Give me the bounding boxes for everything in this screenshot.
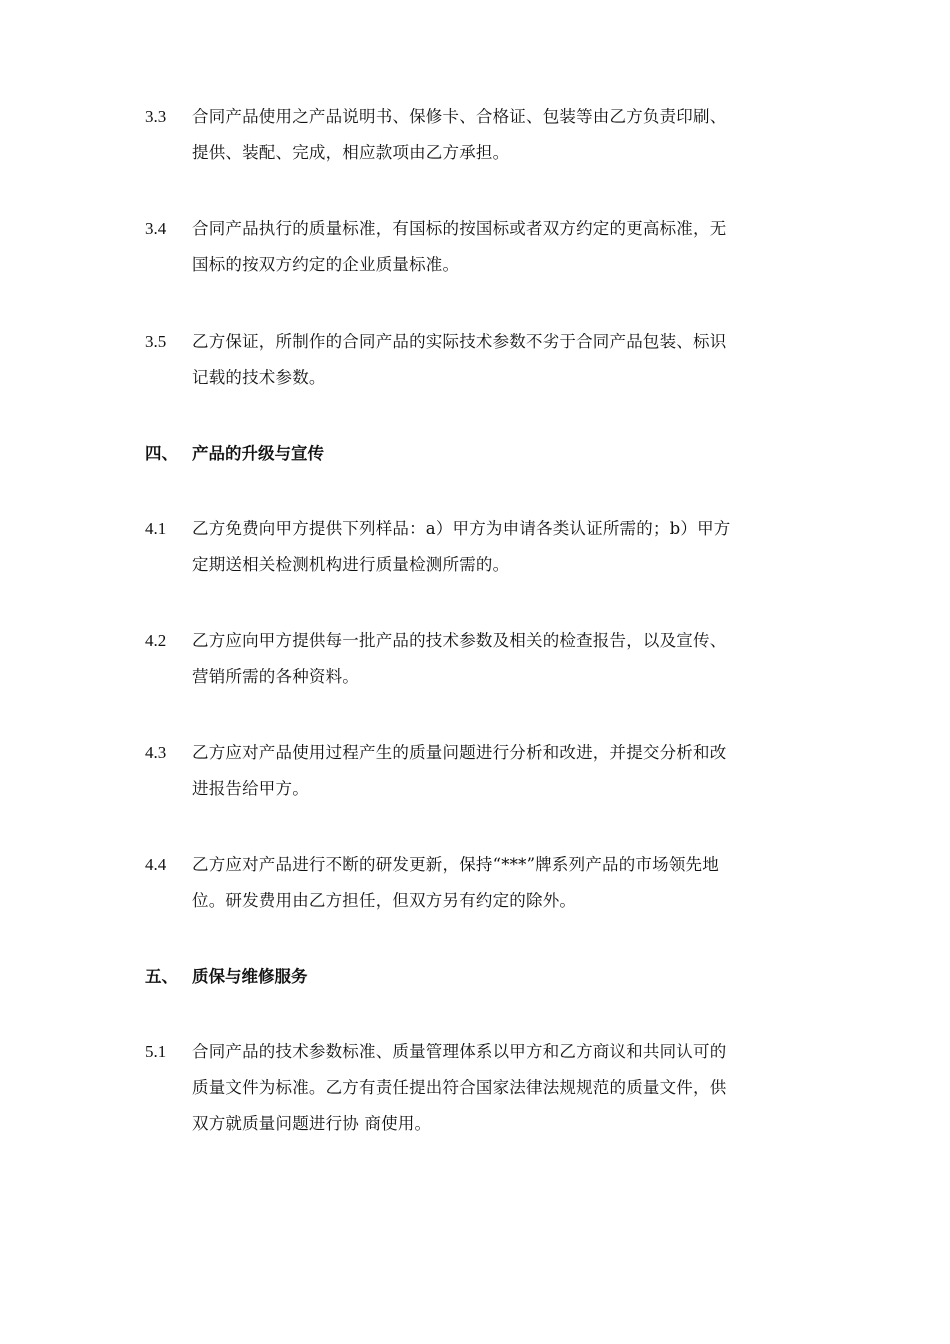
clause-3-5 xyxy=(145,324,825,396)
clause-number: 4.3 xyxy=(145,743,167,762)
clause-number: 3.4 xyxy=(145,219,167,238)
clause-line: 国标的按双方约定的企业质量标准。 xyxy=(192,255,460,274)
clause-line: 乙方应向甲方提供每一批产品的技术参数及相关的检查报告，以及宣传、 xyxy=(192,631,727,650)
clause-text xyxy=(192,847,825,919)
section-title: 质保与维修服务 xyxy=(192,967,308,986)
clause-line: 位。研发费用由乙方担任，但双方另有约定的除外。 xyxy=(192,891,577,910)
clause-number: 3.5 xyxy=(145,332,167,351)
clause-line: 营销所需的各种资料。 xyxy=(192,667,359,686)
section-heading-4 xyxy=(145,436,324,472)
clause-text xyxy=(192,735,825,807)
clause-line: 提供、装配、完成，相应款项由乙方承担。 xyxy=(192,143,510,162)
clause-line: 乙方保证，所制作的合同产品的实际技术参数不劣于合同产品包装、标识 xyxy=(192,332,727,351)
clause-line: 乙方免费向甲方提供下列样品：a）甲方为申请各类认证所需的；b）甲方 xyxy=(192,519,731,538)
section-heading-5 xyxy=(145,959,308,995)
clause-text xyxy=(192,1034,825,1142)
clause-line: 双方就质量问题进行协 商使用。 xyxy=(192,1114,432,1133)
clause-number: 4.2 xyxy=(145,631,167,650)
clause-4-2 xyxy=(145,623,825,695)
clause-text xyxy=(192,324,825,396)
clause-number: 4.1 xyxy=(145,519,167,538)
clause-text xyxy=(192,623,825,695)
section-number: 五、 xyxy=(145,967,178,986)
clause-number: 3.3 xyxy=(145,107,167,126)
clause-number: 4.4 xyxy=(145,855,167,874)
clause-line: 记载的技术参数。 xyxy=(192,368,326,387)
clause-4-4 xyxy=(145,847,825,919)
clause-line: 乙方应对产品进行不断的研发更新，保持“***”牌系列产品的市场领先地 xyxy=(192,855,719,874)
clause-line: 质量文件为标准。乙方有责任提出符合国家法律法规规范的质量文件，供 xyxy=(192,1078,727,1097)
clause-line: 乙方应对产品使用过程产生的质量问题进行分析和改进，并提交分析和改 xyxy=(192,743,727,762)
clause-text xyxy=(192,211,825,283)
clause-line: 合同产品的技术参数标准、质量管理体系以甲方和乙方商议和共同认可的 xyxy=(192,1042,727,1061)
clause-3-3 xyxy=(145,99,825,171)
section-number: 四、 xyxy=(145,444,178,463)
clause-line: 定期送相关检测机构进行质量检测所需的。 xyxy=(192,555,510,574)
clause-line: 合同产品执行的质量标准，有国标的按国标或者双方约定的更高标准，无 xyxy=(192,219,727,238)
clause-4-1 xyxy=(145,511,825,583)
clause-line: 进报告给甲方。 xyxy=(192,779,309,798)
clause-text xyxy=(192,511,825,583)
clause-4-3 xyxy=(145,735,825,807)
clause-5-1 xyxy=(145,1034,825,1142)
clause-text xyxy=(192,99,825,171)
clause-line: 合同产品使用之产品说明书、保修卡、合格证、包装等由乙方负责印刷、 xyxy=(192,107,727,126)
clause-3-4 xyxy=(145,211,825,283)
section-title: 产品的升级与宣传 xyxy=(192,444,324,463)
clause-number: 5.1 xyxy=(145,1042,167,1061)
